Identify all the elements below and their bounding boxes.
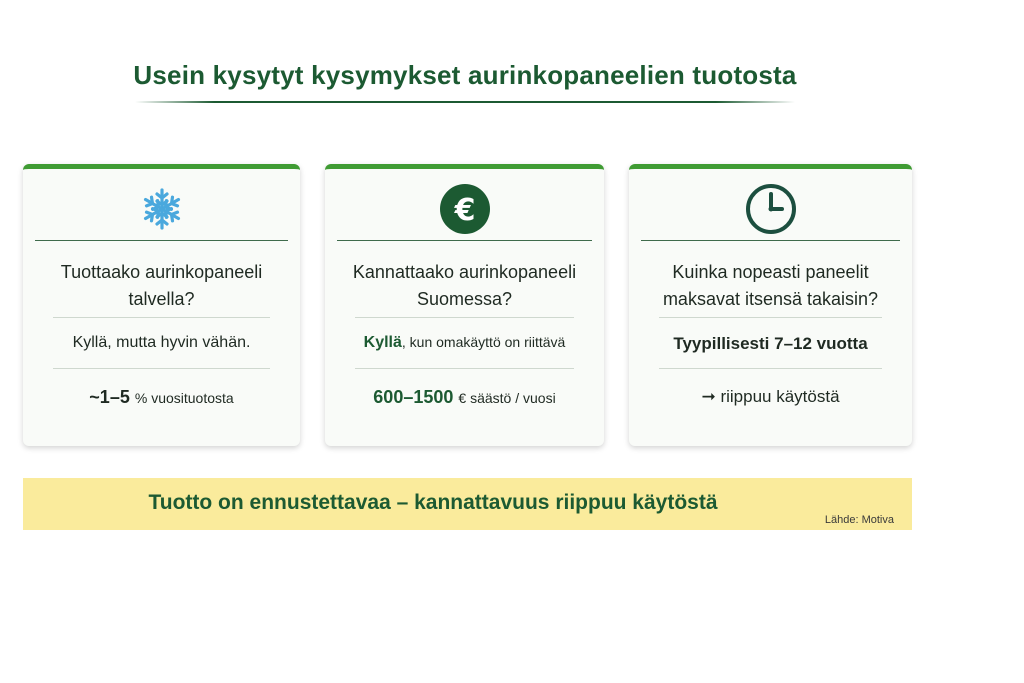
card-divider xyxy=(659,317,882,318)
clock-icon xyxy=(629,184,912,234)
summary-banner xyxy=(23,478,912,530)
card-divider xyxy=(337,240,592,241)
faq-card-profitability xyxy=(325,164,604,446)
card-divider xyxy=(641,240,900,241)
card-question: Kuinka nopeasti paneelit maksavat itsensä takaisin? xyxy=(662,262,879,309)
card-divider xyxy=(53,368,270,369)
card-stat: ➞ riippuu käytöstä xyxy=(701,387,840,406)
card-divider xyxy=(355,317,574,318)
card-stat: ~1–5 % vuosituotosta xyxy=(89,387,234,407)
card-divider xyxy=(659,368,882,369)
source-note: Lähde: Motiva xyxy=(824,514,894,526)
card-answer: Kyllä, kun omakäyttö on riittävä xyxy=(363,334,566,351)
snowflake-icon xyxy=(23,184,300,234)
page-title: Usein kysytyt kysymykset aurinkopaneelien tuotosta xyxy=(133,60,797,90)
card-answer: Kyllä, mutta hyvin vähän. xyxy=(72,334,251,351)
euro-icon xyxy=(325,184,604,234)
card-divider xyxy=(35,240,288,241)
arrow-right-icon: ➞ xyxy=(701,387,716,406)
faq-card-payback xyxy=(629,164,912,446)
svg-text:€: € xyxy=(454,193,475,228)
faq-card-winter xyxy=(23,164,300,446)
card-divider xyxy=(53,317,270,318)
title-underline xyxy=(135,101,795,103)
card-question: Tuottaako aurinkopaneeli talvella? xyxy=(60,262,263,309)
banner-text: Tuotto on ennustettavaa – kannattavuus riippuu käytöstä xyxy=(148,491,718,514)
card-question: Kannattaako aurinkopaneeli Suomessa? xyxy=(352,262,577,309)
card-answer: Tyypillisesti 7–12 vuotta xyxy=(673,334,868,353)
card-divider xyxy=(355,368,574,369)
card-stat: 600–1500 € säästö / vuosi xyxy=(373,387,556,407)
